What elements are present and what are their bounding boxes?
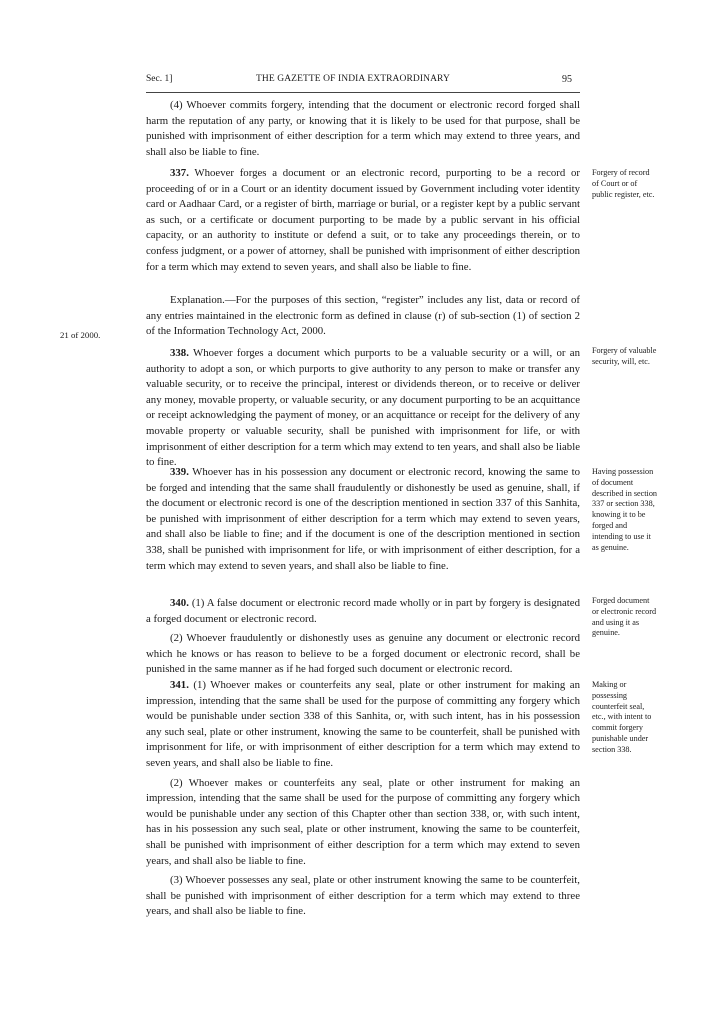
margin-note-339: Having possession of document described in section 337 or section 338, knowing it to be forged and intending to use it as genuine. — [592, 467, 658, 552]
subsection-text: (3) Whoever possesses any seal, plate or other instrument knowing the same to be counterfeit, shall be punished with imprisonment of either description for a term which may extend to three years, and shall also be liable to fine. — [146, 874, 580, 918]
section-340 — [146, 596, 580, 678]
margin-note-341: Making or possessing counterfeit seal, etc., with intent to commit forgery punishable under section 338. — [592, 680, 652, 754]
section-text: Whoever forges a document or an electronic record, purporting to be a record or proceeding of or in a Court or an identity document issued by Government including voter identity card or Aadhaar Card, or a register of birth, marriage or burial, or a register kept by a public servant as such, or a certificate or document purporting to be made by a public servant in his official capacity, or an authority to institute or defend a suit, or to take any proceedings therein, or to confess judgment, or a power of attorney, shall be punished with imprisonment of either description for a term which may extend to seven years, and shall also be liable to fine. — [146, 167, 580, 273]
section-number: 340. — [170, 597, 189, 609]
section-number: 339. — [170, 466, 189, 478]
section-text: Whoever forges a document which purports to be a valuable security or a will, or an authority to adopt a son, or which purports to give authority to any person to make or transfer any valuable security, or to receive the principal, interest or dividends thereon, or to receive or deliver any money, movable property, or valuable security, or any document purporting to be an acquittance or receipt acknowledging the payment of money, or an acquittance or receipt for the delivery of any movable property or valuable security, shall be punished with imprisonment for life, or with imprisonment of either description for a term which may extend to ten years, and shall also be liable to fine. — [146, 347, 580, 469]
subsection-text: (2) Whoever fraudulently or dishonestly uses as genuine any document or electronic record which he knows or has reason to believe to be a forged document or electronic record, shall be punished in the same manner as if he had forged such document or electronic record. — [146, 632, 580, 676]
section-number: 338. — [170, 347, 189, 359]
margin-note-340: Forged document or electronic record and using it as genuine. — [592, 596, 657, 638]
explanation-text: Explanation.—For the purposes of this section, “register” includes any list, data or record of any entries maintained in the electronic form as defined in clause (r) of sub-section (1) of section 2 of the Information Technology Act, 2000. — [146, 294, 580, 338]
header-rule — [146, 92, 580, 93]
section-341 — [146, 678, 580, 920]
paragraph-text: (4) Whoever commits forgery, intending that the document or electronic record forged shall harm the reputation of any party, or knowing that it is likely to be used for that purpose, shall be punished with imprisonment of either description for a term which may extend to three years, and shall also be liable to fine. — [146, 99, 580, 158]
section-339 — [146, 465, 580, 574]
subsection-text: (1) A false document or electronic record made wholly or in part by forgery is designated a forged document or electronic record. — [146, 597, 580, 625]
header-title: THE GAZETTE OF INDIA EXTRAORDINARY — [256, 74, 450, 84]
margin-note-337: Forgery of record of Court or of public register, etc. — [592, 168, 655, 199]
paragraph-336-4 — [146, 98, 580, 160]
section-338 — [146, 346, 580, 471]
margin-note-338: Forgery of valuable security, will, etc. — [592, 346, 657, 366]
act-reference-note: 21 of 2000. — [60, 330, 101, 340]
section-text: Whoever has in his possession any document or electronic record, knowing the same to be forged and intending that the same shall fraudulently or dishonestly be used as genuine, shall, if the document or electronic record is one of the description mentioned in section 337 of this Sanhita, be punished with imprisonment of either description for a term which may extend to seven years, and shall also be liable to fine; and if the document is one of the description mentioned in section 338, shall be punished with imprisonment for life, or with imprisonment of either description, for a term which may extend to seven years, and shall also be liable to fine. — [146, 466, 580, 572]
section-337 — [146, 166, 580, 275]
page-number: 95 — [562, 74, 572, 85]
header-section: Sec. 1] — [146, 74, 173, 84]
subsection-text: (2) Whoever makes or counterfeits any seal, plate or other instrument for making an impression, intending that the same shall be used for the purpose of committing any forgery which would be punishable under any section of this Chapter other than section 338, or, with such intent, has in his possession any such seal, plate or other instrument, knowing the same to be counterfeit, shall be punished with imprisonment of either description for a term which may extend to seven years, and shall also be liable to fine. — [146, 776, 580, 867]
explanation-337 — [146, 293, 580, 340]
subsection-text: (1) Whoever makes or counterfeits any seal, plate or other instrument for making an impression, intending that the same shall be used for the purpose of committing any forgery which would be punishable under section 338 of this Sanhita, or, with such intent, has in his possession any such seal, plate or other instrument, knowing the same to be counterfeit, shall be punished with imprisonment for life, or with imprisonment of either description for a term which may extend to seven years, and shall also be liable to fine. — [146, 679, 580, 769]
section-number: 341. — [170, 679, 189, 691]
section-number: 337. — [170, 167, 189, 179]
